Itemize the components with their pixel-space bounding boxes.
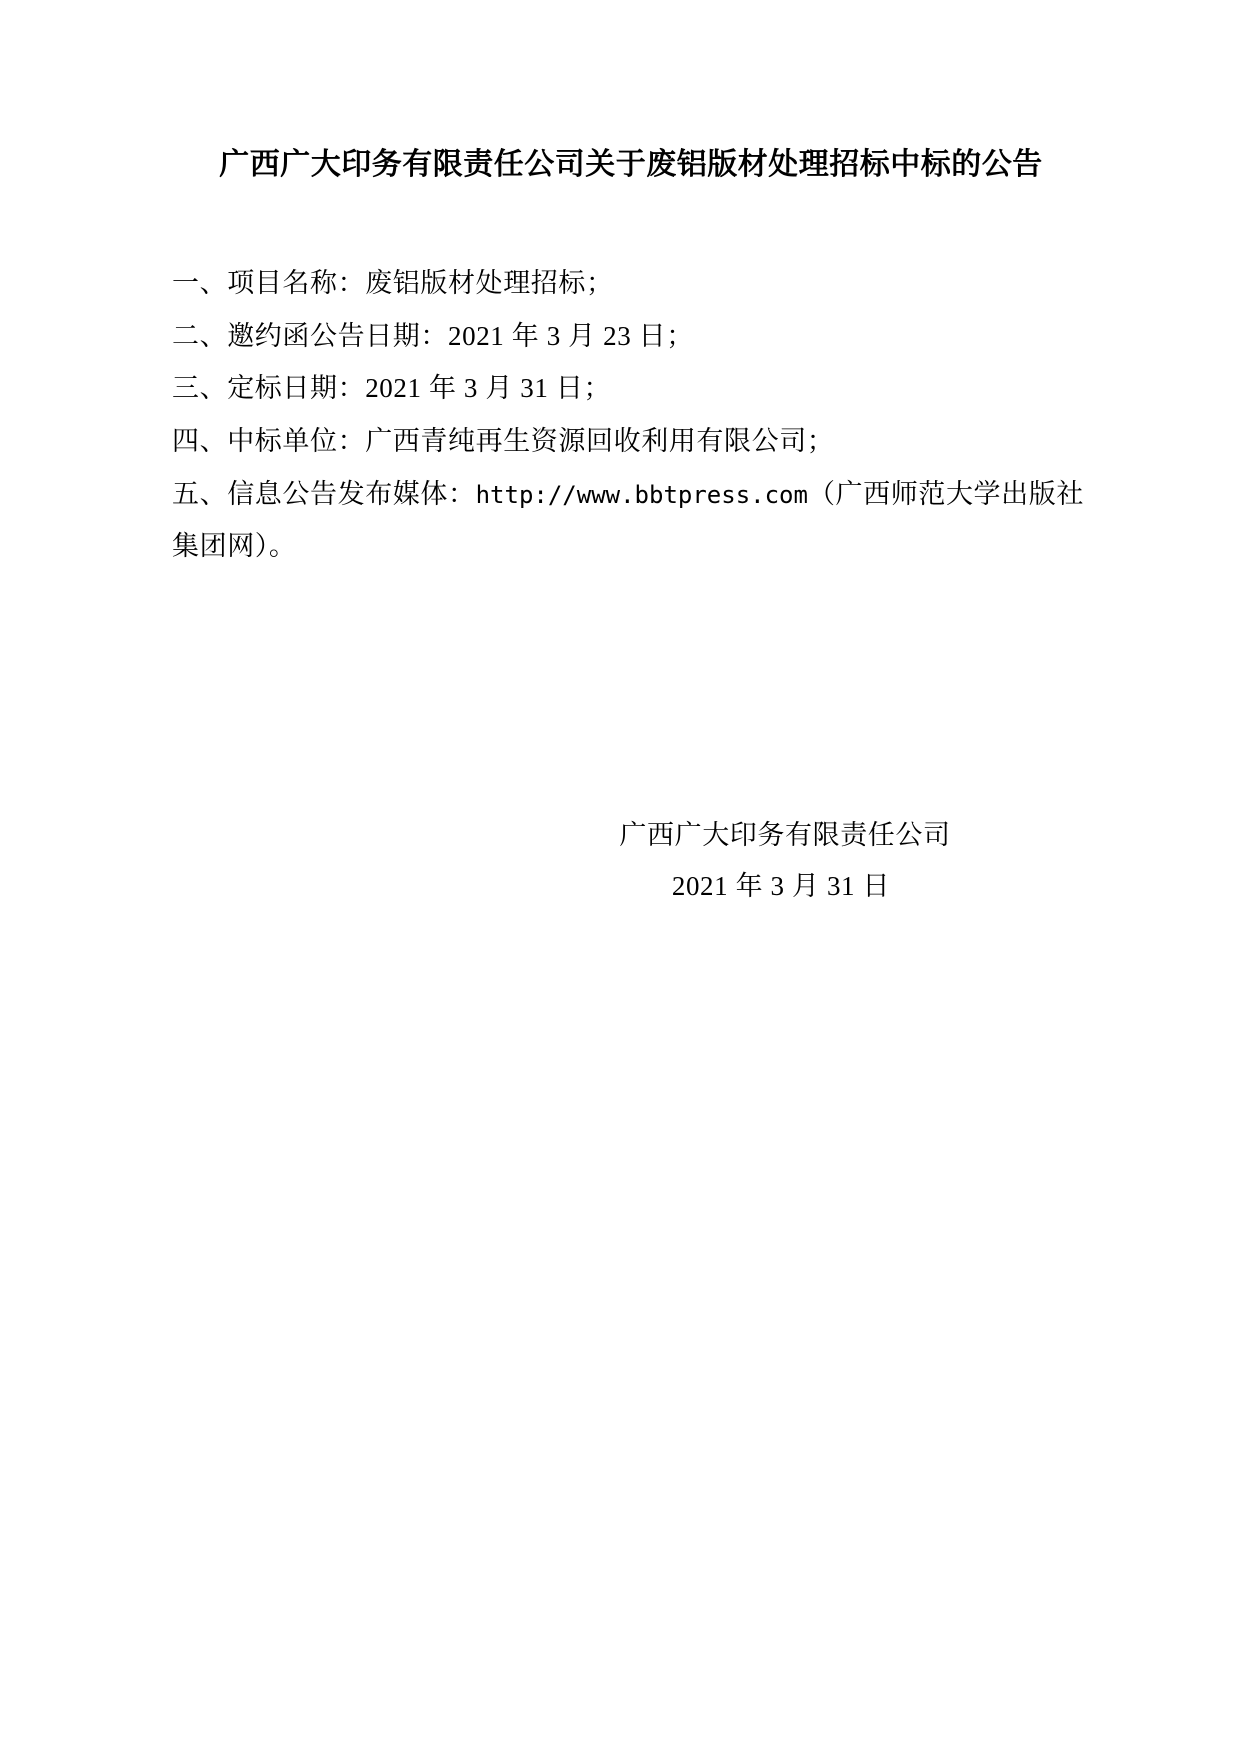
- list-item-award-date: 三、定标日期：2021 年 3 月 31 日；: [172, 373, 612, 404]
- signature-company: 广西广大印务有限责任公司: [619, 820, 951, 850]
- publication-media-suffix: （广西师范大学出版社集团网）。: [172, 478, 1084, 562]
- signature-block: [0, 810, 1240, 913]
- signature-inner: [619, 810, 950, 913]
- page-title: 广西广大印务有限责任公司关于废铝版材处理招标中标的公告: [219, 147, 1043, 182]
- list-item-winning-bidder: 四、中标单位：广西青纯再生资源回收利用有限公司；: [172, 425, 835, 456]
- list-item-invitation-date: 二、邀约函公告日期：2021 年 3 月 23 日；: [172, 320, 694, 351]
- list-item-project-name: 一、项目名称：废铝版材处理招标；: [172, 268, 614, 298]
- publication-media-url: http://www.bbtpress.com: [475, 480, 808, 509]
- document-body: [172, 257, 1090, 573]
- list-item-publication-media: [172, 468, 1090, 573]
- publication-media-prefix: 五、信息公告发布媒体：: [172, 478, 476, 509]
- signature-date: 2021 年 3 月 31 日: [671, 871, 891, 902]
